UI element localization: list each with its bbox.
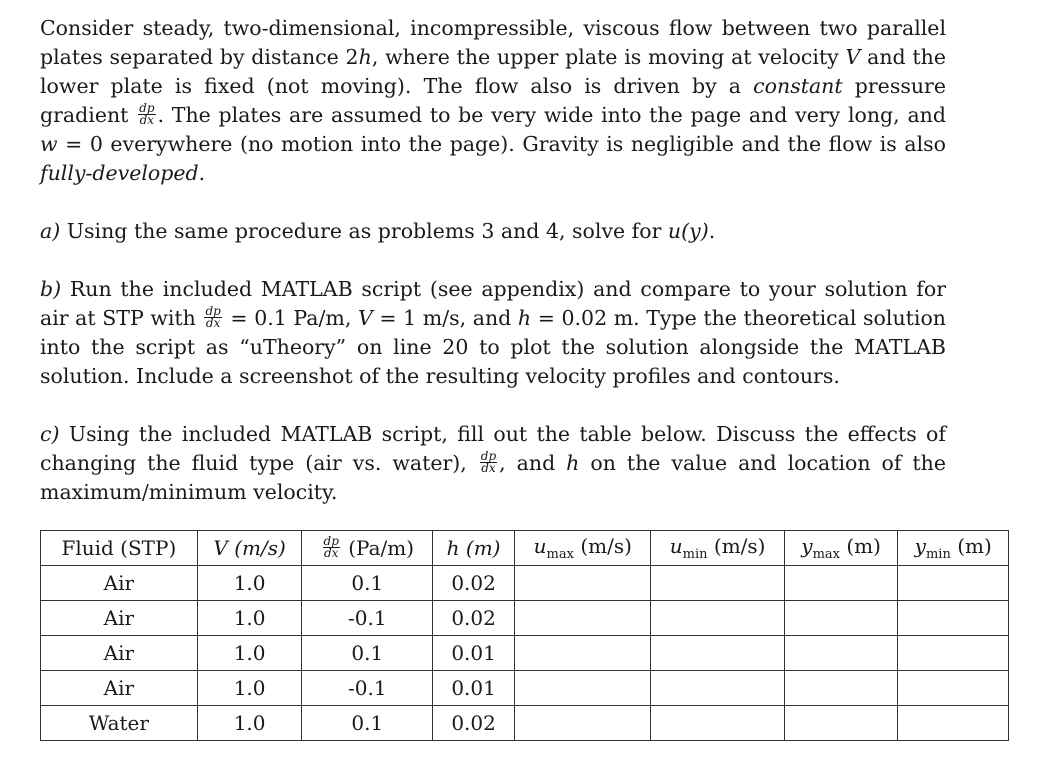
cell-dpdx: 0.1 xyxy=(302,566,433,601)
cell-fluid: Air xyxy=(41,671,198,706)
dpdx-fraction: $\frac{dp}{dx}$ xyxy=(205,304,221,330)
cell-fluid: Air xyxy=(41,601,198,636)
dpdx-fraction: $\frac{dp}{dx}$ xyxy=(139,101,155,127)
header-fluid: Fluid (STP) xyxy=(41,531,198,566)
cell-umax xyxy=(515,566,651,601)
cell-fluid: Air xyxy=(41,566,198,601)
var-h: h xyxy=(358,45,372,69)
var-v: V xyxy=(357,306,373,330)
var-v: V xyxy=(845,45,861,69)
cell-umax xyxy=(515,601,651,636)
intro-text: , where the upper plate is moving at velocity xyxy=(371,45,846,69)
cell-fluid: Water xyxy=(41,706,198,741)
cell-umin xyxy=(651,636,784,671)
cell-umin xyxy=(651,706,784,741)
part-a: a) Using the same procedure as problems 3 and 4, solve for u(y). xyxy=(40,219,716,243)
cell-ymax xyxy=(784,566,898,601)
cell-h: 0.01 xyxy=(433,671,515,706)
intro-text: . The plates are assumed to be very wide into the page and very long, and xyxy=(157,103,946,127)
var-w: w xyxy=(40,132,58,156)
part-a-label: a) xyxy=(40,219,61,243)
part-c-label: c) xyxy=(40,422,60,446)
dpdx-fraction: $\frac{dp}{dx}$ xyxy=(480,449,497,475)
header-ymax: $y_{max}$ (m) xyxy=(784,531,898,566)
cell-fluid: Air xyxy=(41,636,198,671)
cell-ymin xyxy=(898,706,1009,741)
cell-dpdx: 0.1 xyxy=(302,706,433,741)
part-b: b) Run the included MATLAB script (see appendix) and compare to your solution for air at STP with $\frac{dp}{dx}$ = 0.1 Pa/m, V = 1 m/s, and h = 0.02 m. Type the theoretical solution into the script as “uTheory” on line 20 to plot the solution alongside the MATLAB solution. Include a screenshot of the resulting velocity profiles and contours. xyxy=(40,277,946,388)
intro-text: pressure gradient xyxy=(40,74,946,127)
intro-paragraph: Consider steady, two-dimensional, incompressible, viscous flow between two parallel plates separated by distance 2h, where the upper plate is moving at velocity V and the lower plate is fixed (not moving). The flow also is driven by a constant pressure gradient $\frac{dp}{dx}$ . The plates are assumed to be very wide into the page and very long, and w = 0 everywhere (no motion into the page). Gravity is negligible and the flow is also fully-developed. xyxy=(40,16,947,185)
cell-ymin xyxy=(898,671,1009,706)
header-h: h (m) xyxy=(433,531,515,566)
cell-dpdx: -0.1 xyxy=(302,671,433,706)
cell-ymax xyxy=(784,671,898,706)
var-u-of-y: u(y) xyxy=(667,219,709,243)
cell-h: 0.02 xyxy=(433,566,515,601)
cell-ymin xyxy=(898,601,1009,636)
cell-umax xyxy=(515,706,651,741)
cell-ymin xyxy=(898,636,1009,671)
cell-dpdx: 0.1 xyxy=(302,636,433,671)
header-ymin: $y_{min}$ (m) xyxy=(898,531,1009,566)
table-row xyxy=(41,636,1009,671)
cell-v: 1.0 xyxy=(197,566,302,601)
cell-h: 0.02 xyxy=(433,706,515,741)
cell-umin xyxy=(651,601,784,636)
intro-text: and the lower plate is fixed (not moving). The flow also is driven by a xyxy=(40,45,947,98)
cell-v: 1.0 xyxy=(197,601,302,636)
cell-dpdx: -0.1 xyxy=(302,601,433,636)
cell-h: 0.02 xyxy=(433,601,515,636)
cell-ymax xyxy=(784,636,898,671)
var-h: h xyxy=(517,306,532,330)
table-row xyxy=(41,601,1009,636)
cell-ymax xyxy=(784,601,898,636)
cell-ymin xyxy=(898,566,1009,601)
cell-v: 1.0 xyxy=(197,636,302,671)
intro-text: = 0 everywhere (no motion into the page). Gravity is negligible and the flow is also xyxy=(57,132,946,156)
cell-h: 0.01 xyxy=(433,636,515,671)
cell-v: 1.0 xyxy=(197,671,302,706)
table-row xyxy=(41,706,1009,741)
header-umin: $u_{min}$ (m/s) xyxy=(651,531,784,566)
emphasis-fully-developed: fully-developed xyxy=(40,161,199,185)
cell-v: 1.0 xyxy=(197,706,302,741)
header-v: V (m/s) xyxy=(197,531,302,566)
cell-ymax xyxy=(784,706,898,741)
cell-umax xyxy=(515,636,651,671)
emphasis-constant: constant xyxy=(753,74,843,98)
table-header-row xyxy=(41,531,1009,566)
header-umax: $u_{max}$ (m/s) xyxy=(515,531,651,566)
cell-umin xyxy=(651,671,784,706)
var-h: h xyxy=(566,451,580,475)
part-c: c) Using the included MATLAB script, fill out the table below. Discuss the effects of changing the fluid type (air vs. water), $\frac{dp}{dx}$ , and h on the value and location of the maximum/minimum velocity. xyxy=(40,422,946,504)
table-row xyxy=(41,671,1009,706)
results-table xyxy=(40,530,1009,741)
part-b-label: b) xyxy=(40,277,62,301)
header-dpdx: $\frac{dp}{dx}$ (Pa/m) xyxy=(302,531,433,566)
intro-text: Consider steady, two-dimensional, incompressible, viscous flow between two parallel plates separated by distance 2 xyxy=(40,16,946,69)
table-row xyxy=(41,566,1009,601)
problem-statement xyxy=(40,14,946,507)
cell-umax xyxy=(515,671,651,706)
cell-umin xyxy=(651,566,784,601)
